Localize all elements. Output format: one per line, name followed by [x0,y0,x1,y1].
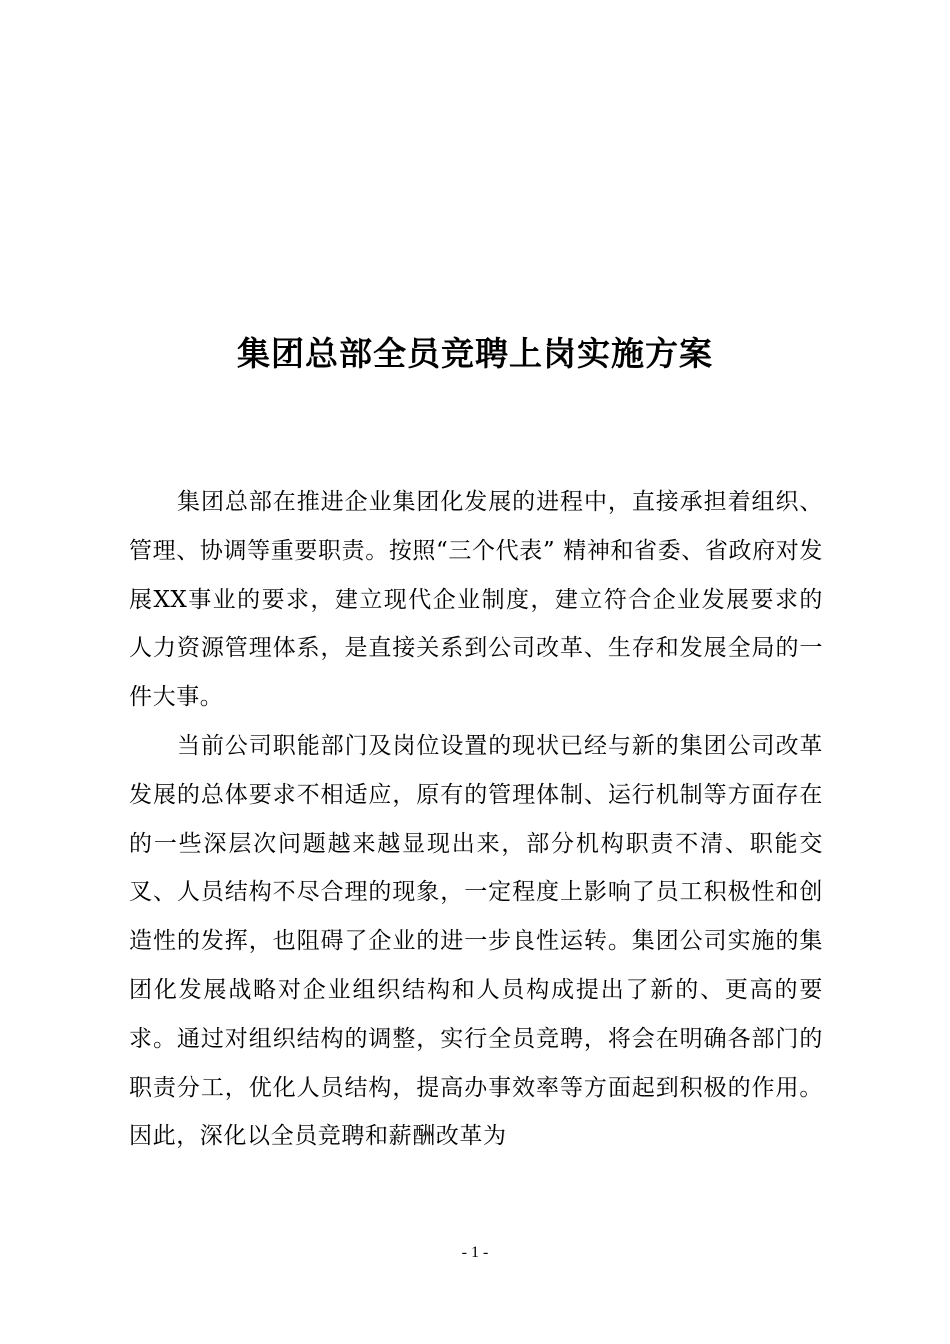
body-paragraph-2: 当前公司职能部门及岗位设置的现状已经与新的集团公司改革发展的总体要求不相适应，原有的管理体制、运行机制等方面存在的一些深层次问题越来越显现出来，部分机构职责不清、职能交叉、人员结构不尽合理的现象，一定程度上影响了员工积极性和创造性的发挥，也阻碍了企业的进一步良性运转。集团公司实施的集团化发展战略对企业组织结构和人员构成提出了新的、更高的要求。通过对组织结构的调整，实行全员竞聘，将会在明确各部门的职责分工，优化人员结构，提高办事效率等方面起到积极的作用。因此，深化以全员竞聘和薪酬改革为 [129,732,823,1150]
body-paragraph-1: 集团总部在推进企业集团化发展的进程中，直接承担着组织、管理、协调等重要职责。按照“三个代表” 精神和省委、省政府对发展XX事业的要求，建立现代企业制度，建立符合企业发展要求的人力资源管理体系，是直接关系到公司改革、生存和发展全局的一件大事。 [129,489,823,711]
page-number: - 1 - [461,1244,489,1261]
document-title: 集团总部全员竞聘上岗实施方案 [237,334,713,373]
document-body [129,478,823,1161]
